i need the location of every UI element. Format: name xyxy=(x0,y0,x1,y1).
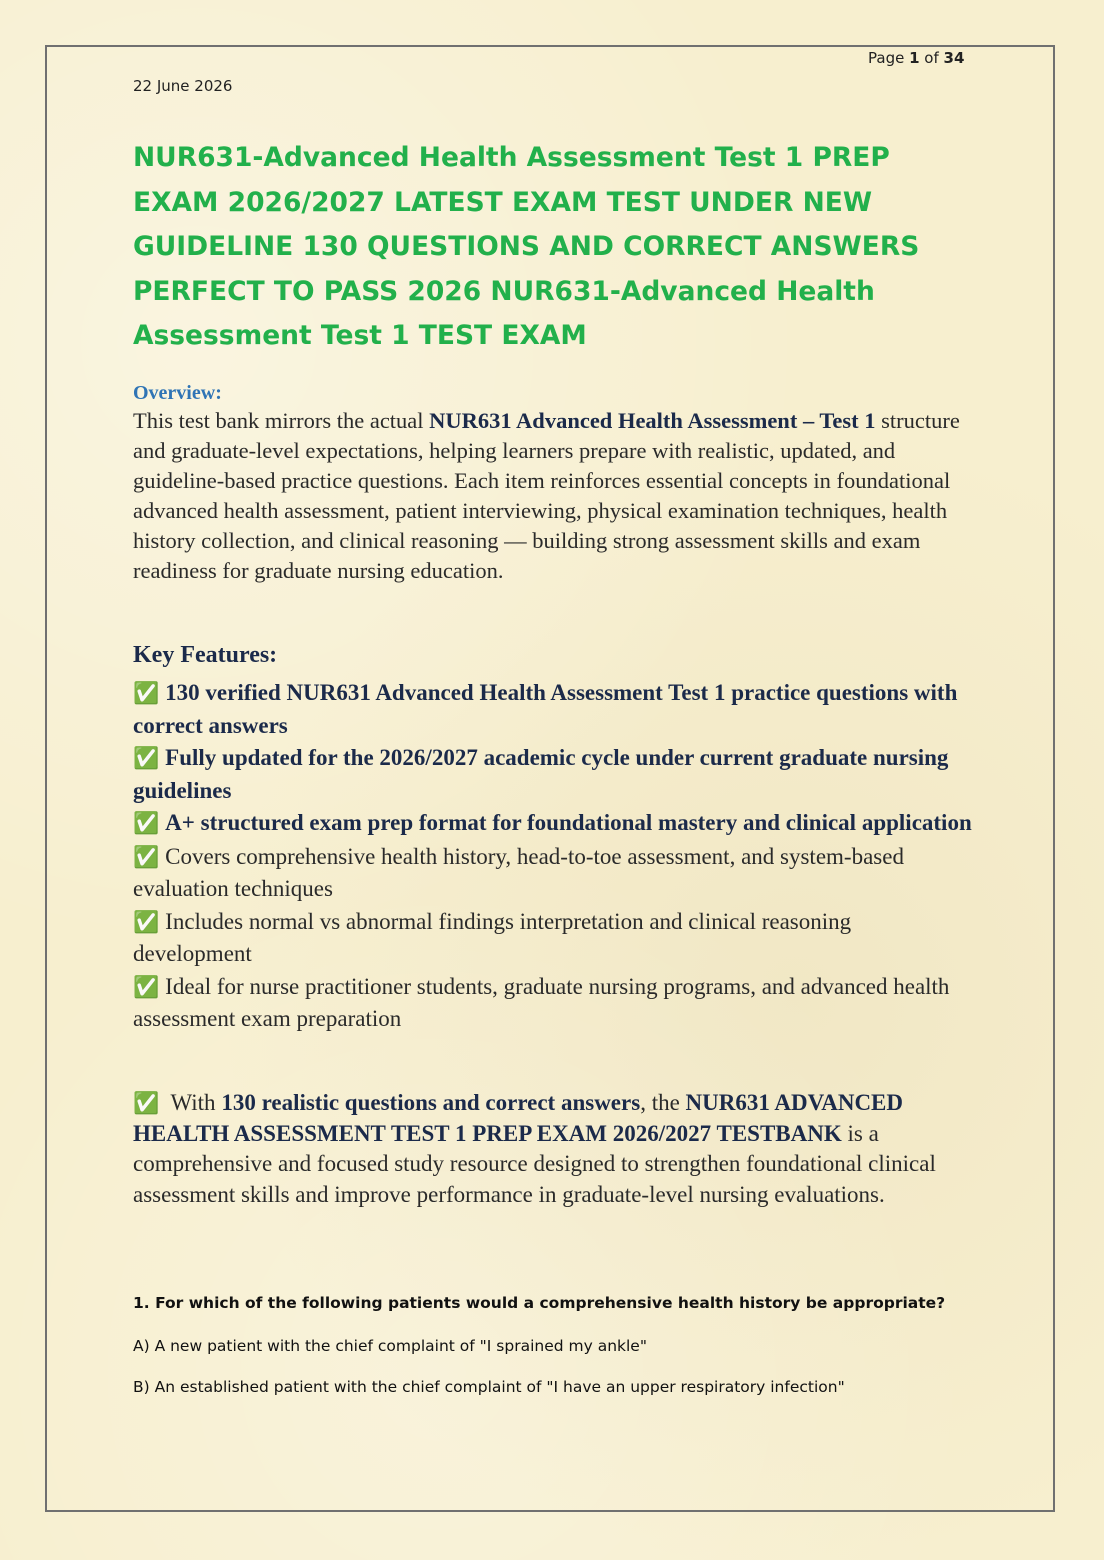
check-icon: ✅ xyxy=(133,974,160,999)
check-icon: ✅ xyxy=(133,811,160,835)
check-icon: ✅ xyxy=(133,844,160,869)
feature-item: ✅ Ideal for nurse practitioner students, graduate nursing programs, and advanced health assessment exam preparation xyxy=(133,973,950,1031)
overview-paragraph: This test bank mirrors the actual NUR631 Advanced Health Assessment – Test 1 structure and graduate-level expectations, helping learners prepare with realistic, updated, and guideline-based practice questions. Each item reinforces essential concepts in foundational advanced health assessment, patient interviewing, physical examination techniques, health history collection, and clinical reasoning — building strong assessment skills and exam readiness for graduate nursing education. xyxy=(133,408,960,583)
key-features-heading: Key Features: xyxy=(133,642,278,668)
check-icon: ✅ xyxy=(133,681,160,705)
page-number: Page 1 of 34 xyxy=(868,49,965,67)
check-icon: ✅ xyxy=(133,1091,160,1115)
answer-option-a: A) A new patient with the chief complaint of "I sprained my ankle" xyxy=(133,1337,647,1355)
overview-label: Overview: xyxy=(133,382,222,404)
question-1: 1. For which of the following patients would a comprehensive health history be appropriate? xyxy=(133,1294,946,1312)
summary-paragraph: ✅ With 130 realistic questions and correct answers, the NUR631 ADVANCED HEALTH ASSESSMENT TEST 1 PREP EXAM 2026/2027 TESTBANK is a comprehensive and focused study resource designed to strengthen foundational clinical assessment skills and improve performance in graduate-level nursing evaluations. xyxy=(133,1090,936,1207)
check-icon: ✅ xyxy=(133,909,160,934)
feature-item: ✅ A+ structured exam prep format for foundational mastery and clinical application xyxy=(133,810,972,835)
check-icon: ✅ xyxy=(133,746,160,770)
feature-item: ✅ Includes normal vs abnormal findings interpretation and clinical reasoning development xyxy=(133,908,852,966)
key-features-list xyxy=(133,677,973,1036)
document-date: 22 June 2026 xyxy=(133,77,233,95)
feature-item: ✅ Fully updated for the 2026/2027 academic cycle under current graduate nursing guidelines xyxy=(133,745,949,803)
feature-item: ✅ 130 verified NUR631 Advanced Health Assessment Test 1 practice questions with correct answers xyxy=(133,680,958,738)
document-title: NUR631-Advanced Health Assessment Test 1 PREP EXAM 2026/2027 LATEST EXAM TEST UNDER NEW GUIDELINE 130 QUESTIONS AND CORRECT ANSWERS PERFECT TO PASS 2026 NUR631-Advanced Health Assessment Test 1 TEST EXAM xyxy=(133,142,920,351)
answer-option-b: B) An established patient with the chief complaint of "I have an upper respiratory infection" xyxy=(133,1378,845,1396)
feature-item: ✅ Covers comprehensive health history, head-to-toe assessment, and system-based evaluation techniques xyxy=(133,843,904,901)
